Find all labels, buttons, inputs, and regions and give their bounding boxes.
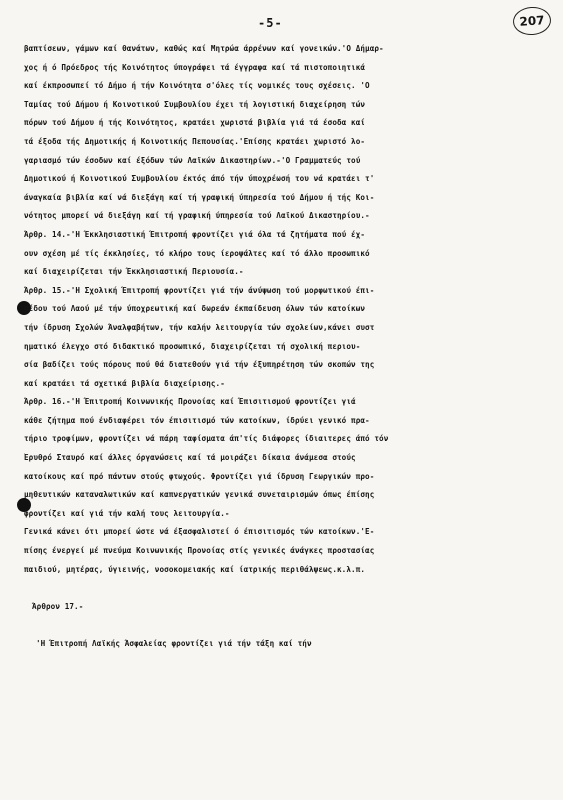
text-line: κάθε ζήτημα πού ένδιαφέρει τόν έπισιτισμό τών κατοίκων, ίδρύει γενικό πρα- (24, 415, 370, 425)
text-line: πόρων τού Δήμου ή τής Κοινότητος, κρατάει χωριστά βιβλία γιά τά έσοδα καί (24, 118, 366, 128)
text-line: Έρυθρό Σταυρό καί άλλες όργανώσεις καί τά μοιράζει δίκαια άνάμεσα στούς (24, 453, 356, 463)
text-line: τήν ίδρυση Σχολών Άναλφαβήτων, τήν καλήν λειτουργία τών σχολείων,κάνει συστ (24, 322, 375, 332)
text-line: βαπτίσεων, γάμων καί θανάτων, καθώς καί Μητρώα άρρένων καί γονεικών.'Ο Δήμαρ- (24, 44, 384, 53)
text-line: 'Η Έπιτροπή Λαϊκής Άσφαλείας φροντίζει γιά τήν τάξη καί τήν (36, 639, 312, 648)
page-number: -5- (258, 16, 283, 30)
text-line: Γενικά κάνει ότι μπορεί ώστε νά έξασφαλιστεί ό έπισιτισμός τών κατοίκων.'Ε- (24, 527, 375, 537)
text-line: κατοίκους καί πρό πάντων στούς φτωχούς. Φροντίζει γιά ίδρυση Γεωργικών προ- (24, 471, 375, 481)
typewritten-text (24, 40, 544, 654)
text-line: Δημοτικού ή Κοινοτικού Συμβουλίου έκτός άπό τήν ύποχρέωσή του νά κρατάει τ' (24, 174, 375, 184)
text-line: Ταμίας τού Δήμου ή Κοινοτικού Συμβουλίου έχει τή λογιστική διαχείρηση τών (24, 99, 366, 109)
text-line: πίσης ένεργεί μέ πνεύμα Κοινωνικής Προνοίας στίς γενικές άνάγκες προστασίας (24, 546, 375, 556)
text-line: καί έκπροσωπεί τό Δήμο ή τήν Κοινότητα σ'όλες τίς νομικές τους σχέσεις. 'Ο (24, 81, 370, 91)
text-line: άναγκαία βιβλία καί νά διεξάγη καί τή γραφική ύπηρεσία τού Δήμου ή τής Κοι- (24, 192, 375, 202)
text-line: νότητος μπορεί νά διεξάγη καί τή γραφική ύπηρεσία τού Λαϊκού Δικαστηρίου.- (24, 211, 370, 221)
text-line: τήριο τροφίμων, φροντίζει νά πάρη ταφίσματα άπ'τίς διάφορες ίδιαιτερες άπό τόν (24, 434, 389, 444)
archive-stamp-number: 207 (512, 6, 552, 37)
text-line: φροντίζει καί γιά τήν καλή τους λειτουργία.- (24, 508, 230, 518)
article-17-heading-line: Άρθρον 17.- (32, 601, 84, 611)
text-line: χος ή ό Πρόεδρος τής Κοινότητος ύπογράφει τά έγγραφα καί τά πιστοποιητικά (24, 62, 366, 72)
text-line: μηθευτικών καταναλωτικών καί καπνεργατικών γενικά συνεταιρισμών όπως έπίσης (24, 490, 375, 500)
text-line: σία βαδίζει τούς πόρους πού θά διατεθούν γιά τήν έξυπηρέτηση τών σκοπών της (24, 360, 375, 370)
text-line: πέδου τού Λαού μέ τήν ύποχρεωτική καί δωρεάν έκπαίδευση όλων τών κατοίκων (24, 304, 366, 314)
text-line: καί διαχειρίζεται τήν Έκκλησιαστική Περιουσία.- (24, 267, 244, 277)
blank-line (24, 579, 544, 598)
article-14-heading-line: Άρθρ. 14.-'Η Έκκλησιαστική Έπιτροπή φροντίζει γιά όλα τά ζητήματα πού έχ- (24, 229, 366, 239)
text-line: τά έξοδα τής Δημοτικής ή Κοινοτικής Πεπουσίας.'Επίσης κρατάει χωριστό λο- (24, 136, 366, 146)
text-line: καί κρατάει τά σχετικά βιβλία διαχείρισης.- (24, 378, 225, 388)
text-line: παιδιού, μητέρας, ύγιεινής, νοσοκομειακής καί ίατρικής περιθάλψεως.κ.λ.π. (24, 564, 366, 574)
blank-line (24, 616, 544, 635)
text-line: ηματικό έλεγχο στό διδακτικό προσωπικό, διαχειρίζεται τή σχολική περιου- (24, 341, 361, 351)
text-line: ουν σχέση μέ τίς έκκλησίες, τό κλήρο τους ίεροψάλτες καί τό άλλο προσωπικό (24, 248, 370, 258)
article-16-heading-line: Άρθρ. 16.-'Η Έπιτροπή Κοινωνικής Προνοίας καί Έπισιτισμού φροντίζει γιά (24, 397, 356, 407)
article-15-heading-line: Άρθρ. 15.-'Η Σχολική Έπιτροπή φροντίζει γιά τήν άνύψωση τού μορφωτικού έπι- (24, 285, 375, 295)
text-line: γαριασμό τών έσοδων καί έξόδων τών Λαϊκών Δικαστηρίων.-'Ο Γραμματεύς τού (24, 155, 361, 165)
